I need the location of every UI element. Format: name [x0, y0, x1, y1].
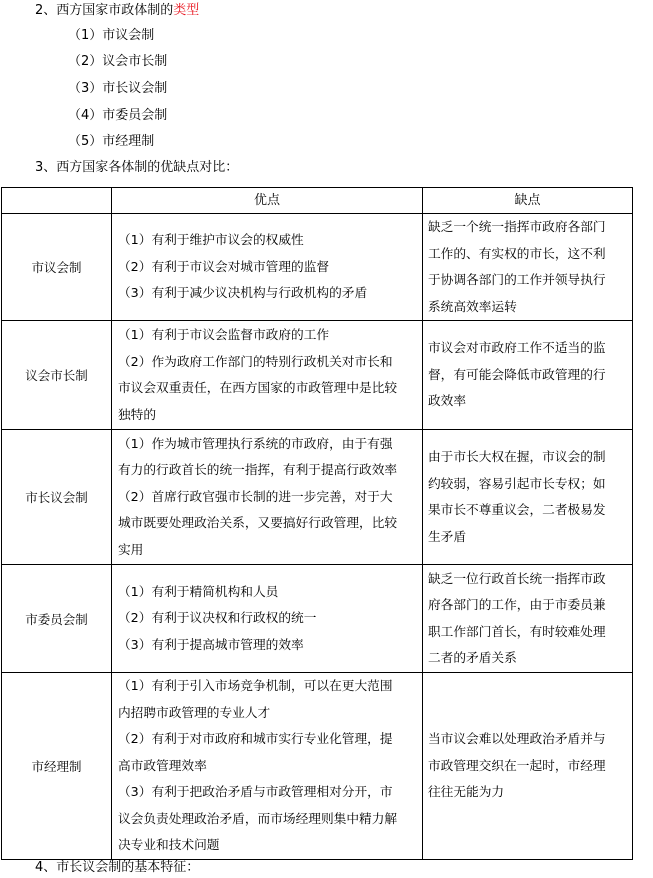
section-2-prefix: 2、西方国家市政体制的	[35, 3, 174, 18]
table-header-row	[2, 188, 633, 214]
section-2-heading	[35, 1, 199, 21]
pros-cell	[112, 565, 423, 673]
pros-line: （1）作为城市管理执行系统的市政府，由于有强	[118, 435, 393, 451]
pros-cell	[112, 673, 423, 860]
pros-line: （2）有利于市议会对城市管理的监督	[118, 258, 330, 274]
cons-line: 缺乏一个统一指挥市政府各部门	[428, 219, 606, 234]
section-2-highlight: 类型	[173, 3, 200, 18]
table-row	[2, 565, 633, 673]
cons-line: 约较弱，容易引起市长专权；如	[428, 475, 606, 491]
list-item-type-2: （2）议会市长制	[68, 54, 168, 69]
cons-line: 缺乏一位行政首长统一指挥市政	[428, 570, 606, 586]
table-row	[2, 430, 633, 565]
header-blank	[2, 188, 112, 214]
pros-line: 内招聘市政管理的专业人才	[118, 704, 271, 720]
cons-line: 府各部门的工作，由于市委员兼	[428, 597, 606, 612]
cons-line: 往往无能为力	[428, 784, 505, 800]
cons-line: 果市长不尊重议会，二者极易发	[428, 502, 606, 517]
list-item-type-4: （4）市委员会制	[68, 108, 168, 123]
cons-line: 督，有可能会降低市政管理的行	[428, 366, 606, 382]
pros-line: （1）有利于精简机构和人员	[118, 583, 279, 599]
pros-line: 城市既要处理政治关系，又要搞好行政管理，比较	[118, 515, 398, 531]
cons-line: 当市议会难以处理政治矛盾并与	[428, 731, 606, 747]
pros-line: 独特的	[118, 406, 157, 422]
system-name: 市议会制	[2, 214, 112, 321]
system-name: 市经理制	[2, 673, 112, 860]
pros-line: 有力的行政首长的统一指挥，有利于提高行政效率	[118, 462, 398, 478]
cons-cell	[423, 673, 633, 860]
header-pros: 优点	[112, 188, 423, 214]
cons-cell	[423, 430, 633, 565]
section-4-heading: 4、市长议会制的基本特征：	[35, 860, 200, 875]
pros-line: 市议会双重责任，在西方国家的市政管理中是比较	[118, 380, 398, 395]
comparison-table	[1, 187, 633, 860]
system-name: 市委员会制	[2, 565, 112, 673]
pros-line: （2）首席行政官强市长制的进一步完善，对于大	[118, 488, 393, 504]
cons-cell	[423, 321, 633, 430]
cons-line: 职工作部门首长，有时较难处理	[428, 623, 606, 639]
cons-line: 于协调各部门的工作并领导执行	[428, 272, 606, 287]
pros-line: （2）有利于议决权和行政权的统一	[118, 610, 317, 626]
cons-line: 生矛盾	[428, 528, 467, 544]
pros-line: 实用	[118, 541, 144, 557]
cons-line: 工作的、有实权的市长，这不利	[428, 245, 606, 261]
table-row	[2, 214, 633, 321]
system-name: 议会市长制	[2, 321, 112, 430]
header-cons: 缺点	[423, 188, 633, 214]
list-item-type-3: （3）市长议会制	[68, 81, 168, 96]
pros-line: （3）有利于减少议决机构与行政机构的矛盾	[118, 285, 368, 301]
pros-line: （2）作为政府工作部门的特别行政机关对市长和	[118, 353, 393, 369]
pros-cell	[112, 430, 423, 565]
pros-cell	[112, 214, 423, 321]
section-3-heading: 3、西方国家各体制的优缺点对比：	[35, 160, 239, 175]
cons-line: 二者的矛盾关系	[428, 650, 517, 665]
pros-line: 决专业和技术问题	[118, 837, 220, 853]
pros-cell	[112, 321, 423, 430]
pros-line: （2）有利于对市政府和城市实行专业化管理，提	[118, 731, 393, 747]
cons-line: 市政管理交织在一起时，市经理	[428, 757, 606, 773]
pros-line: （1）有利于维护市议会的权威性	[118, 232, 304, 248]
pros-line: （1）有利于引入市场竞争机制，可以在更大范围	[118, 678, 393, 694]
cons-line: 系统高效率运转	[428, 298, 517, 314]
table-row	[2, 321, 633, 430]
pros-line: （3）有利于提高城市管理的效率	[118, 636, 304, 652]
table-row	[2, 673, 633, 860]
pros-line: （1）有利于市议会监督市政府的工作	[118, 327, 330, 342]
cons-line: 市议会对市政府工作不适当的监	[428, 340, 606, 356]
pros-line: （3）有利于把政治矛盾与市政管理相对分开，市	[118, 784, 393, 800]
cons-cell	[423, 214, 633, 321]
cons-cell	[423, 565, 633, 673]
list-item-type-1: （1）市议会制	[68, 28, 155, 43]
cons-line: 政效率	[428, 393, 467, 409]
pros-line: 议会负责处理政治矛盾，而市场经理则集中精力解	[118, 810, 398, 826]
pros-line: 高市政管理效率	[118, 757, 207, 773]
cons-line: 由于市长大权在握，市议会的制	[428, 449, 606, 464]
system-name: 市长议会制	[2, 430, 112, 565]
list-item-type-5: （5）市经理制	[68, 134, 155, 149]
